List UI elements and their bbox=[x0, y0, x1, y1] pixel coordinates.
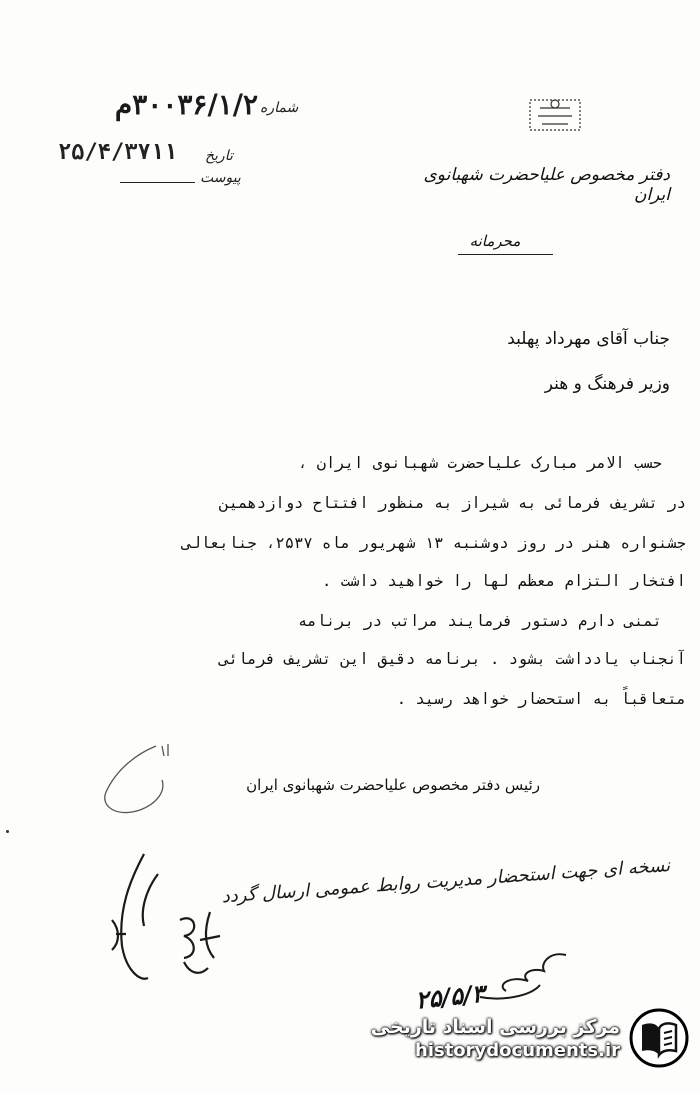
ref-date: ۲۵/۴/۳۷۱۱ bbox=[58, 140, 178, 165]
handwritten-date: ۲۵/۵/۳ bbox=[414, 978, 486, 1015]
watermark-org-name: مرکز بررسی اسناد تاریخی bbox=[370, 1015, 620, 1038]
body-line: حسب الامر مبارک علیاحضرت شهبانوی ایران ، bbox=[298, 454, 662, 472]
ref-number-label: شماره bbox=[260, 100, 299, 116]
book-shield-icon bbox=[628, 1007, 690, 1069]
watermark bbox=[370, 996, 690, 1080]
ref-date-label: تاریخ bbox=[205, 148, 233, 164]
classification-underline bbox=[458, 254, 553, 255]
body-line: افتخار التزام معظم لها را خواهید داشت . bbox=[322, 572, 686, 590]
signature-title: رئیس دفتر مخصوص علیاحضرت شهبانوی ایران bbox=[246, 776, 540, 794]
recipient-title: وزیر فرهنگ و هنر bbox=[544, 374, 670, 394]
classification-label: محرمانه bbox=[469, 232, 521, 250]
body-line: آنجناب یادداشت بشود . برنامه دقیق این تشریف فرمائی bbox=[219, 650, 686, 668]
attachment-label: پیوست bbox=[200, 170, 241, 186]
watermark-site: historydocuments.ir bbox=[415, 1039, 620, 1061]
letterhead: دفتر مخصوص علیاحضرت شهبانوی ایران bbox=[423, 165, 670, 205]
ref-number: ۳۰۰۳۶/۱/۲م bbox=[114, 88, 258, 121]
margin-handwriting bbox=[100, 850, 240, 990]
recipient-name: جناب آقای مهرداد پهلبد bbox=[507, 329, 670, 349]
body-line: در تشریف فرمائی به شیراز به منظور افتتاح دوازدهمین bbox=[219, 494, 686, 512]
paper-speck bbox=[6, 830, 9, 833]
handwritten-annotation: نسخه ای جهت استحضار مدیریت روابط عمومی ارسال گردد bbox=[220, 855, 671, 908]
body-line: جشنواره هنر در روز دوشنبه ۱۳ شهریور ماه ۲۵۳۷، جنابعالی bbox=[182, 534, 686, 552]
watermark-text bbox=[371, 1016, 620, 1061]
body-line: تمنی دارم دستور فرمایند مراتب در برنامه bbox=[298, 612, 662, 630]
body-line: متعاقباً به استحضار خواهد رسید . bbox=[396, 690, 686, 708]
emblem-icon bbox=[520, 96, 590, 140]
attachment-line bbox=[120, 182, 195, 183]
